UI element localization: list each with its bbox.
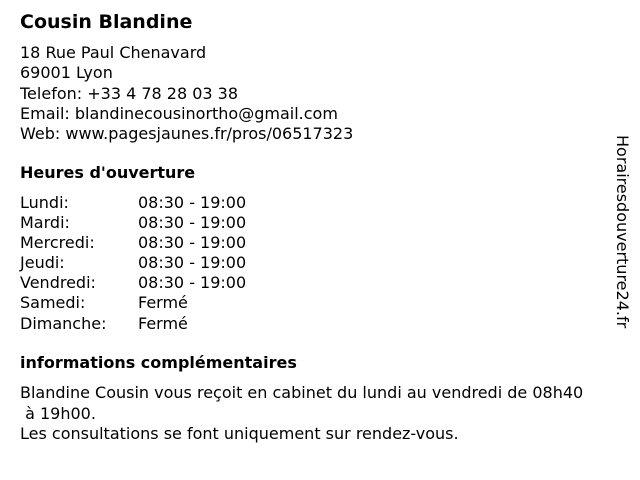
hours-day: Mercredi:	[20, 233, 95, 253]
hours-row-samedi	[20, 293, 246, 313]
hours-time: 08:30 - 19:00	[138, 233, 247, 253]
phone-line: Telefon: +33 4 78 28 03 38	[20, 83, 239, 103]
hours-time: 08:30 - 19:00	[138, 253, 247, 273]
contact-block	[20, 43, 353, 144]
hours-row-mercredi	[20, 233, 246, 253]
hours-row-mardi	[20, 213, 246, 233]
info-text	[20, 383, 635, 445]
hours-day: Jeudi:	[20, 253, 65, 273]
hours-time: Fermé	[138, 293, 188, 313]
info-line: Blandine Cousin vous reçoit en cabinet du lundi au vendredi de 08h40	[20, 383, 584, 402]
web-line: Web: www.pagesjaunes.fr/pros/06517323	[20, 124, 354, 144]
hours-day: Mardi:	[20, 213, 70, 233]
hours-row-jeudi	[20, 253, 246, 273]
hours-day: Lundi:	[20, 193, 69, 212]
hours-table	[20, 193, 246, 334]
business-name: Cousin Blandine	[20, 11, 193, 33]
hours-row-lundi	[20, 193, 246, 213]
info-line: à 19h00.	[20, 403, 96, 423]
hours-heading: Heures d'ouverture	[20, 163, 196, 182]
address-street: 18 Rue Paul Chenavard	[20, 43, 207, 62]
hours-time: 08:30 - 19:00	[138, 213, 247, 233]
hours-time: 08:30 - 19:00	[138, 273, 247, 293]
hours-time: 08:30 - 19:00	[138, 193, 247, 212]
info-line: Les consultations se font uniquement sur rendez-vous.	[20, 424, 459, 443]
hours-day: Vendredi:	[20, 273, 96, 293]
hours-day: Dimanche:	[20, 313, 107, 333]
hours-time: Fermé	[138, 313, 188, 333]
hours-day: Samedi:	[20, 293, 86, 313]
hours-row-dimanche	[20, 314, 246, 334]
info-heading: informations complémentaires	[20, 353, 297, 372]
address-city: 69001 Lyon	[20, 63, 113, 83]
hours-row-vendredi	[20, 273, 246, 293]
site-watermark: Horairesdouverture24.fr	[613, 135, 632, 329]
email-line: Email: blandinecousinortho@gmail.com	[20, 103, 338, 123]
